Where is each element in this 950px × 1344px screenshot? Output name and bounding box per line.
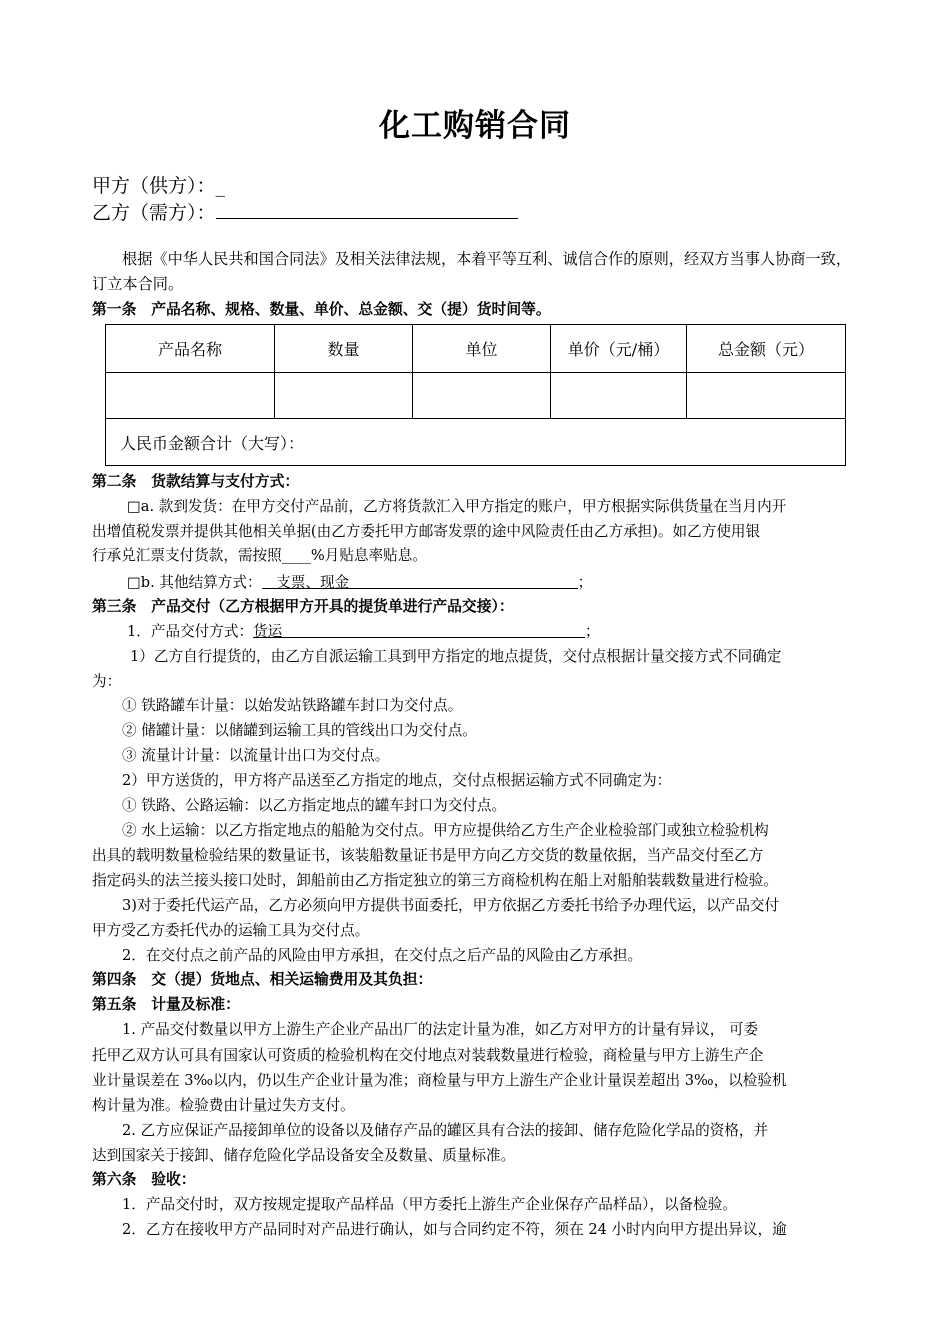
delivery-method-field	[253, 621, 585, 638]
a5-2-line-1: 2. 乙方应保证产品接卸单位的设备以及储存产品的罐区具有合法的接卸、储存危险化学品的资格，并	[122, 1122, 769, 1139]
article-5-heading: 第五条 计量及标准：	[92, 996, 240, 1013]
a3-c3: ③ 流量计计量：以流量计出口为交付点。	[122, 747, 390, 764]
a2-b-label: □b. 其他结算方式：	[127, 574, 262, 591]
table-total-row	[106, 419, 846, 466]
a5-1-line-2: 托甲乙双方认可具有国家认可资质的检验机构在交付地点对装载数量进行检验，商检量与甲方上游生产企	[92, 1047, 764, 1064]
a2-a-line-3	[92, 545, 427, 567]
a3-c2: ② 储罐计量：以储罐到运输工具的管线出口为交付点。	[122, 722, 477, 739]
table-header-row	[106, 325, 846, 373]
article-3-heading: 第三条 产品交付（乙方根据甲方开具的提货单进行产品交接）：	[92, 598, 514, 615]
cell-product-name	[106, 373, 275, 419]
article-1-heading: 第一条 产品名称、规格、数量、单价、总金额、交（提）货时间等。	[92, 301, 551, 318]
a6-2: 2．乙方在接收甲方产品同时对产品进行确认，如与合同约定不符，须在 24 小时内向甲方提出异议，逾	[122, 1221, 787, 1238]
party-b-blank	[216, 200, 518, 219]
party-a-label: 甲方（供方）：	[92, 175, 216, 197]
a3-c1: ① 铁路罐车计量：以始发站铁路罐车封口为交付点。	[122, 697, 463, 714]
a3-p3-line-1: 3)对于委托代运产品，乙方必须向甲方提供书面委托，甲方依据乙方委托书给予办理代运，以产品交付	[122, 897, 780, 914]
header-unit-price: 单价（元/桶）	[551, 325, 687, 373]
cell-total-amount	[687, 373, 846, 419]
a5-1-line-4: 构计量为准。检验费由计量过失方支付。	[92, 1097, 355, 1114]
a5-2-line-2: 达到国家关于接卸、储存危险化学品设备安全及数量、质量标准。	[92, 1147, 516, 1164]
a2-a-line-1: □a. 款到发货：在甲方交付产品前，乙方将货款汇入甲方指定的账户，甲方根据实际供货量在当月内开	[127, 498, 787, 515]
a2-a-line-2: 出增值税发票并提供其他相关单据(由乙方委托甲方邮寄发票的途中风险责任由乙方承担)。如乙方使用银	[92, 523, 761, 540]
party-a-line	[92, 174, 225, 198]
header-product-name: 产品名称	[106, 325, 275, 373]
header-unit: 单位	[413, 325, 551, 373]
article-6-heading: 第六条 验收：	[92, 1171, 196, 1188]
a3-d2-line-2: 出具的载明数量检验结果的数量证书，该装船数量证书是甲方向乙方交货的数量依据，当产品交付至乙方	[92, 847, 764, 864]
a3-p3-line-2: 甲方受乙方委托代办的运输工具为交付点。	[92, 922, 370, 939]
a3-1-line	[127, 621, 600, 643]
a3-p1-line-1: 1）乙方自行提货的，由乙方自派运输工具到甲方指定的地点提货，交付点根据计量交接方式不同确定	[130, 648, 782, 665]
a3-p2: 2）甲方送货的，甲方将产品送至乙方指定的地点，交付点根据运输方式不同确定为：	[122, 772, 672, 789]
party-b-line	[92, 200, 518, 225]
a2-b-line	[127, 572, 592, 594]
header-total-amount: 总金额（元）	[687, 325, 846, 373]
a2-a-line-3-tail: %月贴息率贴息。	[310, 547, 427, 564]
total-amount-label: 人民币金额合计（大写）：	[106, 419, 846, 466]
header-quantity: 数量	[275, 325, 413, 373]
table-row	[106, 373, 846, 419]
other-payment-value: 支票、现金	[261, 574, 350, 591]
document-title: 化工购销合同	[379, 108, 571, 144]
intro-paragraph: 根据《中华人民共和国合同法》及相关法律法规，本着平等互利、诚信合作的原则，经双方当事人协商一致，订立本合同。	[92, 250, 851, 293]
party-b-label: 乙方（需方）：	[92, 202, 216, 224]
a3-d2-line-3: 指定码头的法兰接头接口处时，卸船前由乙方指定独立的第三方商检机构在船上对船舶装载数量进行检验。	[92, 872, 778, 889]
a3-d1: ① 铁路、公路运输：以乙方指定地点的罐车封口为交付点。	[122, 797, 507, 814]
a5-1-line-1: 1. 产品交付数量以甲方上游生产企业产品出厂的法定计量为准，如乙方对甲方的计量有异议， 可委	[122, 1021, 759, 1038]
article-4-heading: 第四条 交（提）货地点、相关运输费用及其负担：	[92, 971, 433, 988]
cell-unit-price	[551, 373, 687, 419]
a2-b-semicolon: ；	[577, 574, 593, 591]
a5-1-line-3: 业计量误差在 3‰以内，仍以生产企业计量为准；商检量与甲方上游生产企业计量误差超出 3‰，以检验机	[92, 1072, 787, 1089]
other-payment-field	[262, 572, 578, 589]
a3-1-label: 1．产品交付方式：	[127, 623, 254, 640]
product-table	[105, 324, 846, 466]
a2-a-line-3-text: 行承兑汇票支付货款，需按照	[92, 547, 282, 564]
a6-1: 1．产品交付时，双方按规定提取产品样品（甲方委托上游生产企业保存产品样品），以备检验。	[122, 1196, 737, 1213]
delivery-method-value: 货运	[253, 623, 283, 640]
a3-d2-line-1: ② 水上运输：以乙方指定地点的船舱为交付点。甲方应提供给乙方生产企业检验部门或独立检验机构	[122, 822, 769, 839]
article-2-heading: 第二条 货款结算与支付方式：	[92, 473, 300, 490]
cell-unit	[413, 373, 551, 419]
a3-p1-line-2: 为：	[92, 673, 122, 690]
discount-rate-blank: ____	[281, 547, 311, 564]
a3-1-semicolon: ；	[585, 623, 600, 640]
party-a-value: _	[215, 175, 226, 197]
cell-quantity	[275, 373, 413, 419]
a3-2: 2．在交付点之前产品的风险由甲方承担，在交付点之后产品的风险由乙方承担。	[122, 947, 643, 964]
